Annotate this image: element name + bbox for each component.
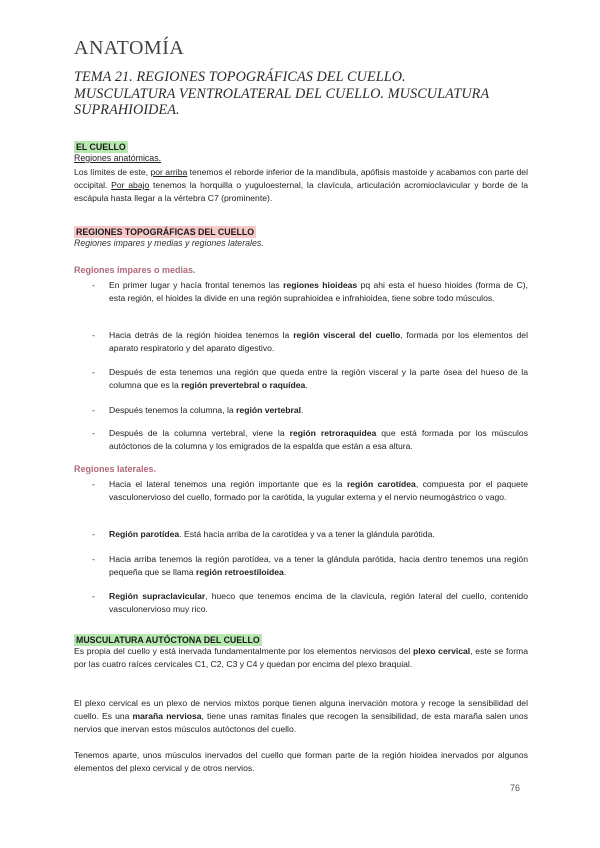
list-item: - Hacia arriba tenemos la región parotídea, va a tener la glándula parótida, hacia dentro tenemos una región pequeña que se llama región retroestiloidea. xyxy=(92,554,528,578)
list-item: - Hacia detrás de la región hioidea tenemos la región visceral del cuello, formada por los elementos del aparato respiratorio y del aparato digestivo. xyxy=(92,330,528,354)
list-item: - En primer lugar y hacía frontal tenemos las regiones hioideas pq ahi esta el hueso hioides (forma de C), esta región, el hioides la divide en una región suprahioidea e infrahioidea, tiene sobre todo músculos. xyxy=(92,280,528,304)
list-item: - Hacia el lateral tenemos una región importante que es la región carotídea, compuesta por el paquete vasculonervioso del cuello, formado por la carótida, la yugular externa y el nervio neumogástrico o vago. xyxy=(92,479,528,503)
highlighted-heading: REGIONES TOPOGRÁFICAS DEL CUELLO xyxy=(76,227,255,237)
list-item: - Región parotídea. Está hacia arriba de la carotídea y va a tener la glándula parótida. xyxy=(92,529,435,539)
paragraph: El plexo cervical es un plexo de nervios mixtos porque tienen alguna inervación motora y recoge la sensibilidad del cuello. Es una maraña nerviosa, tiene unas ramitas finales que recogen la sensibilidad, de esta maraña salen unos nervios que inervan estos músculos autóctonos del cuello. xyxy=(74,698,529,735)
section-intro: Regiones impares y medias y regiones laterales. xyxy=(74,238,264,248)
highlighted-heading: MUSCULATURA AUTÓCTONA DEL CUELLO xyxy=(76,635,260,645)
subsection-heading: Regiones laterales. xyxy=(74,464,157,474)
title-line: TEMA 21. REGIONES TOPOGRÁFICAS DEL CUELLO. xyxy=(74,69,406,85)
title-line: MUSCULATURA VENTROLATERAL DEL CUELLO. MUSCULATURA xyxy=(74,85,490,102)
title-line: SUPRAHIOIDEA. xyxy=(74,102,180,118)
subheading: Regiones anatómicas. xyxy=(74,153,162,163)
list-item: - Después de la columna vertebral, viene la región retroraquidea que está formada por los músculos autóctonos de la columna y los emigrados de la espalda que están a esa altura. xyxy=(92,428,529,452)
topic-title xyxy=(74,69,534,119)
subject-header: ANATOMÍA xyxy=(74,37,185,59)
paragraph: Tenemos aparte, unos músculos inervados del cuello que forman parte de la región hioidea inervados por algunos elementos del plexo cervical y de otros nervios. xyxy=(74,750,528,774)
list-item: - Después de esta tenemos una región que queda entre la región visceral y la parte ósea del hueso de la columna que es la región prevertebral o raquídea. xyxy=(92,367,528,391)
highlighted-heading: EL CUELLO xyxy=(76,142,126,152)
list-item: - Después tenemos la columna, la región vertebral. xyxy=(92,405,304,415)
list-item: - Región supraclavicular, hueco que tenemos encima de la clavícula, región lateral del cuello, contenido vasculonervioso muy rico. xyxy=(92,591,528,615)
subsection-heading: Regiones impares o medias. xyxy=(74,265,196,275)
page-number: 76 xyxy=(510,783,521,793)
paragraph: Los límites de este, por arriba tenemos el reborde inferior de la mandíbula, apófisis mastoide y acabamos con parte del occipital. Por abajo tenemos la horquilla o yuguloesternal, la clavícula, articulación acromioclavicular y borde de la escápula hasta llegar a la vértebra C7 (prominente). xyxy=(74,167,528,204)
paragraph: Es propia del cuello y está inervada fundamentalmente por los elementos nerviosos del plexo cervical, este se forma por las cuatro raíces cervicales C1, C2, C3 y C4 y quedan por encima del plexo braquial. xyxy=(74,646,528,670)
